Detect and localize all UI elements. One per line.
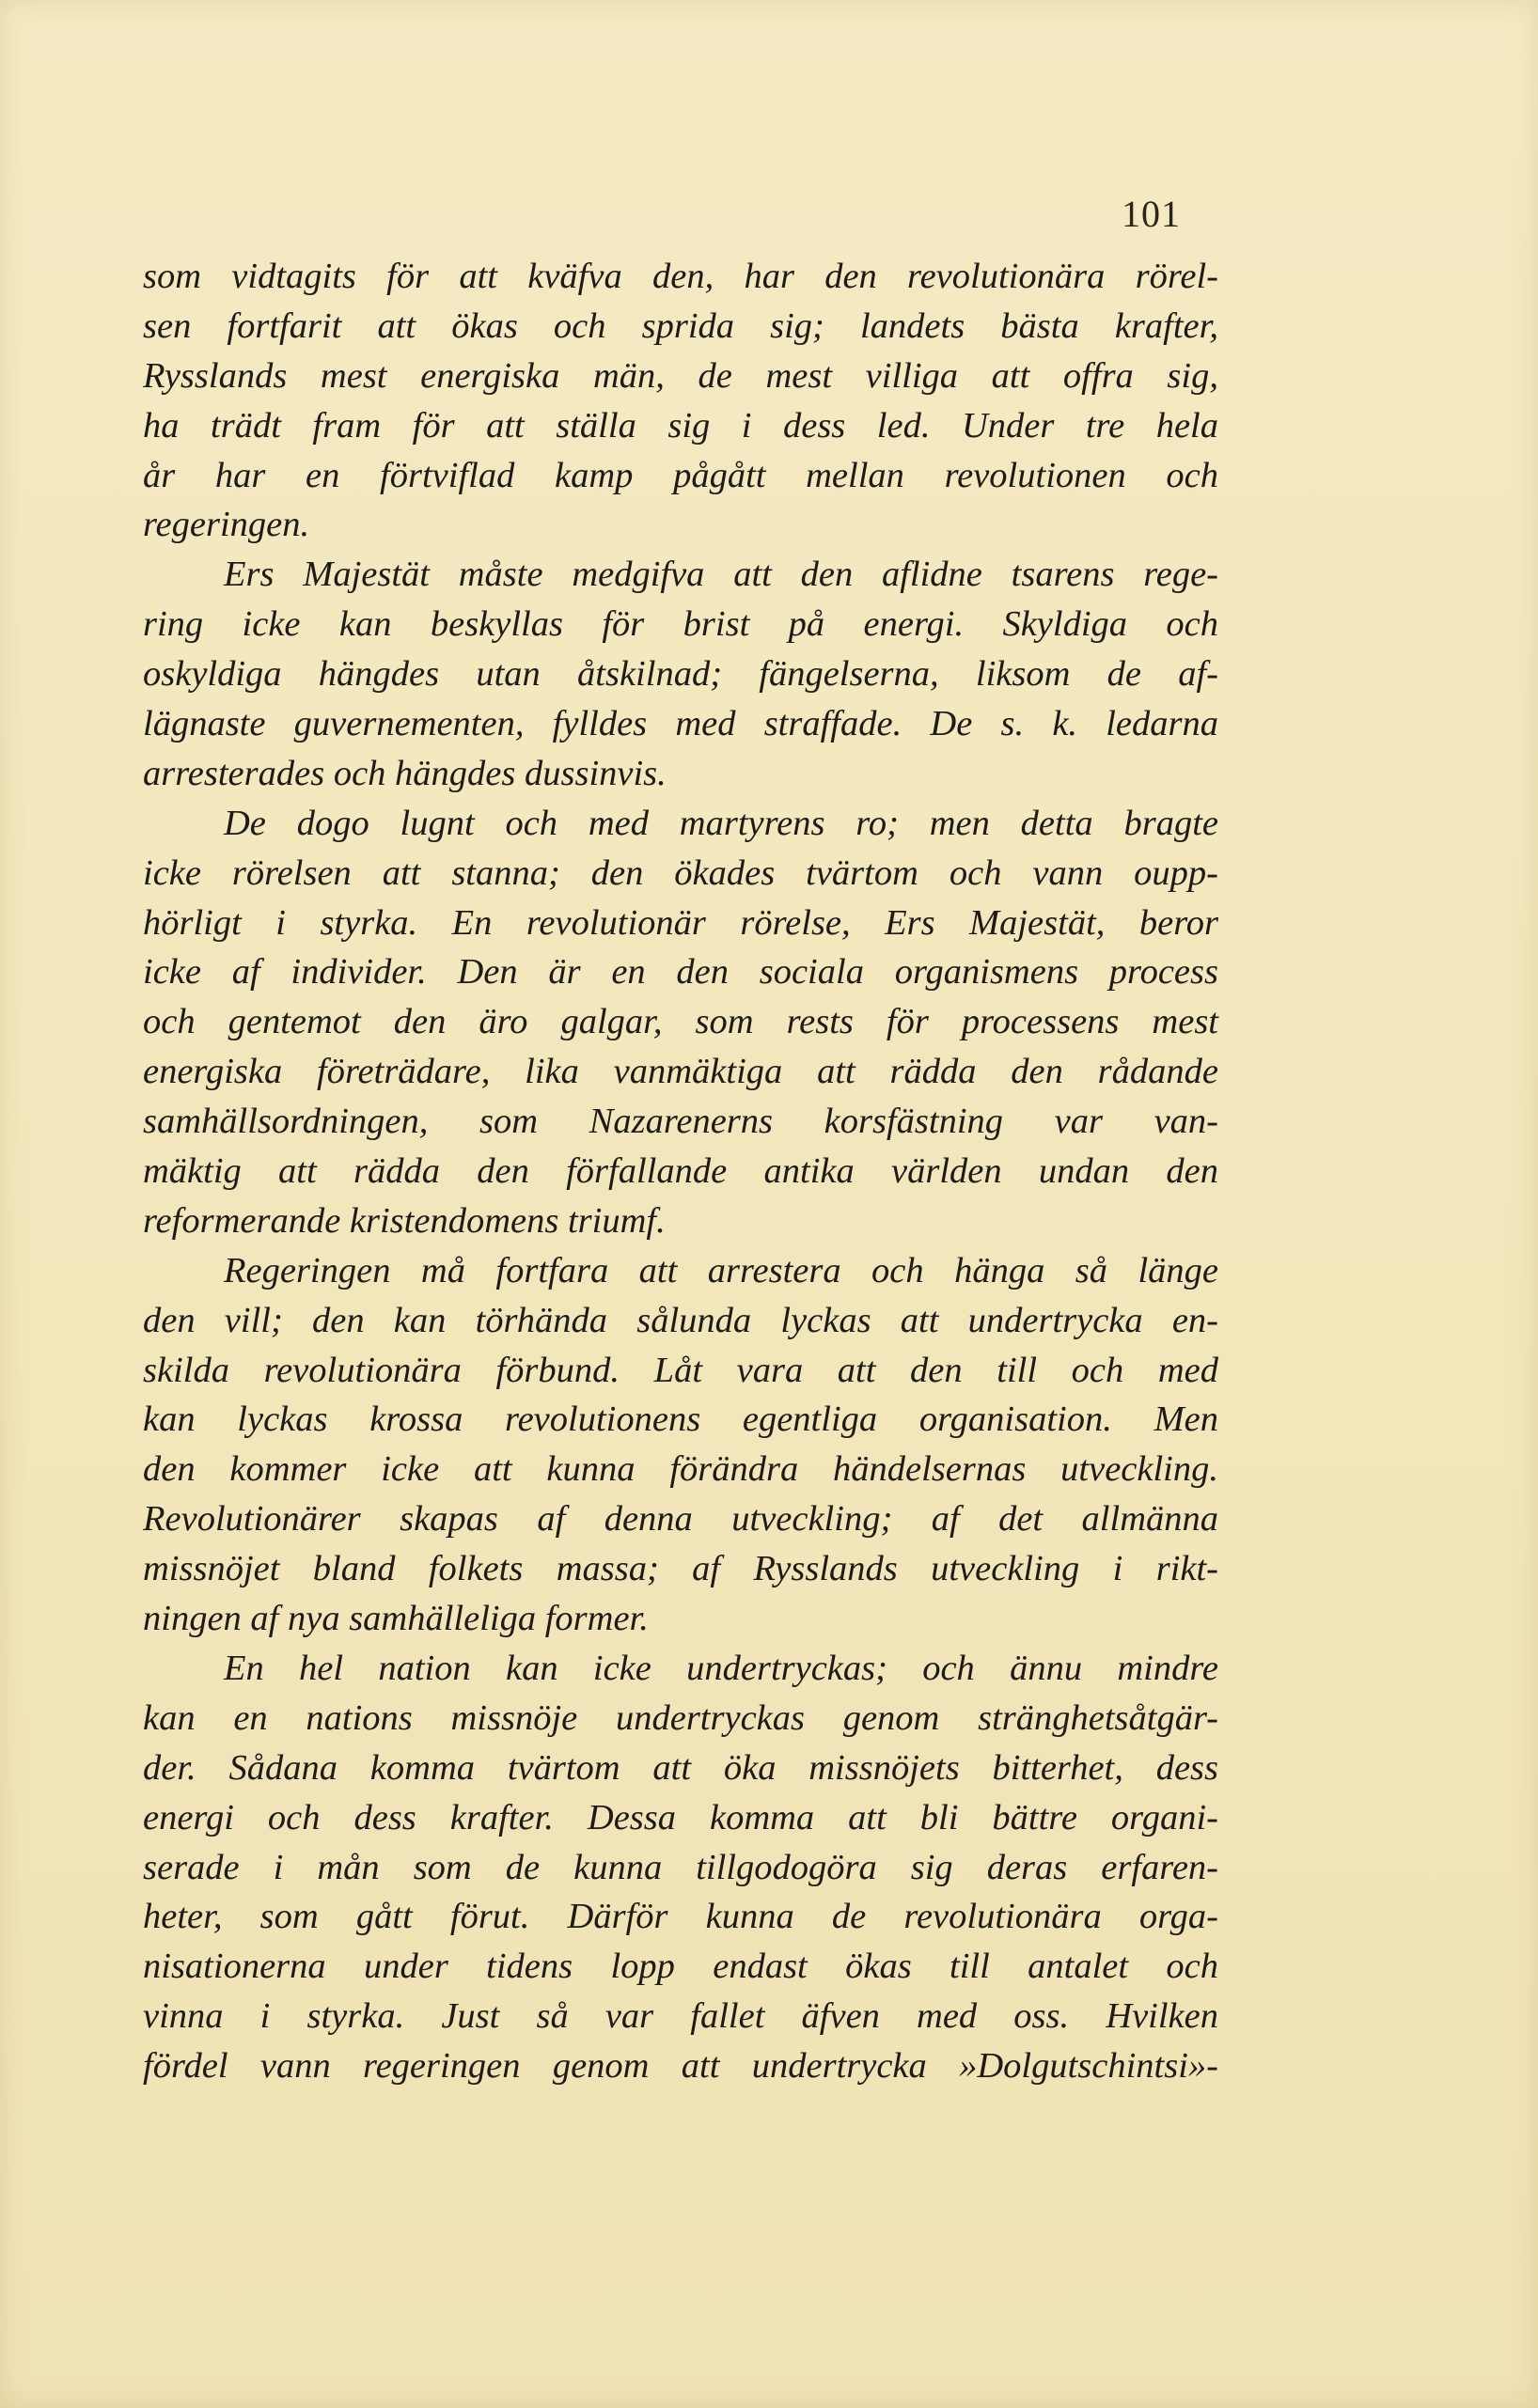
text-line: ha trädt fram för att ställa sig i dess led. Under tre hela [143,405,1218,446]
text-line: der. Sådana komma tvärtom att öka missnöjets bitterhet, dess [143,1747,1218,1788]
text-line: icke af individer. Den är en den sociala organismens process [143,952,1218,993]
text-line: år har en förtviflad kamp pågått mellan revolutionen och [143,455,1218,495]
text-line: den vill; den kan törhända sålunda lyckas att undertrycka en- [143,1300,1218,1340]
text-line: energiska företrädare, lika vanmäktiga att rädda den rådande [143,1052,1218,1092]
text-line: missnöjet bland folkets massa; af Rysslands utveckling i rikt- [143,1549,1218,1589]
text-line: som vidtagits för att kväfva den, har den revolutionära rörel- [143,257,1218,296]
text-line: Ers Majestät måste medgifva att den aflidne tsarens rege- [224,555,1218,595]
text-line: arresterades och hängdes dussinvis. [143,753,667,793]
text-line: fördel vann regeringen genom att undertrycka »Dolgutschintsi»- [143,2046,1218,2087]
body-text [143,252,1218,2091]
text-line: Rysslands mest energiska män, de mest villiga att offra sig, [143,355,1218,396]
text-line: heter, som gått förut. Därför kunna de revolutionära orga- [143,1897,1218,1937]
text-line: sen fortfarit att ökas och sprida sig; landets bästa krafter, [143,305,1218,346]
text-line: reformerande kristendomens triumf. [143,1200,666,1241]
text-line: mäktig att rädda den förfallande antika världen undan den [143,1151,1218,1192]
text-line: serade i mån som de kunna tillgodogöra sig deras erfaren- [143,1847,1218,1887]
text-line: och gentemot den äro galgar, som rests för processens mest [143,1002,1218,1042]
page-number: 101 [1122,193,1181,235]
text-line: Revolutionärer skapas af denna utveckling; af det allmänna [143,1499,1218,1540]
text-line: vinna i styrka. Just så var fallet äfven med oss. Hvilken [143,1996,1218,2037]
text-line: kan en nations missnöje undertryckas genom stränghetsåtgär- [143,1697,1218,1738]
text-line: En hel nation kan icke undertryckas; och ännu mindre [224,1648,1218,1688]
text-line: nisationerna under tidens lopp endast ökas till antalet och [143,1947,1218,1987]
text-line: oskyldiga hängdes utan åtskilnad; fängelserna, liksom de af- [143,654,1218,695]
text-line: icke rörelsen att stanna; den ökades tvärtom och vann oupp- [143,852,1218,893]
text-line: regeringen. [143,505,310,545]
text-line: lägnaste guvernementen, fylldes med straffade. De s. k. ledarna [143,704,1218,744]
text-line: kan lyckas krossa revolutionens egentliga organisation. Men [143,1399,1218,1440]
text-line: hörligt i styrka. En revolutionär rörelse, Ers Majestät, beror [143,902,1218,943]
text-line: skilda revolutionära förbund. Låt vara att den till och med [143,1350,1218,1390]
text-line: De dogo lugnt och med martyrens ro; men detta bragte [224,803,1218,843]
text-line: ningen af nya samhälleliga former. [143,1599,649,1639]
text-line: energi och dess krafter. Dessa komma att bli bättre organi- [143,1797,1218,1837]
text-line: ring icke kan beskyllas för brist på energi. Skyldiga och [143,604,1218,645]
text-line: den kommer icke att kunna förändra händelsernas utveckling. [143,1449,1218,1490]
text-line: samhällsordningen, som Nazarenerns korsfästning var van- [143,1102,1218,1142]
text-line: Regeringen må fortfara att arrestera och hänga så länge [224,1250,1218,1290]
